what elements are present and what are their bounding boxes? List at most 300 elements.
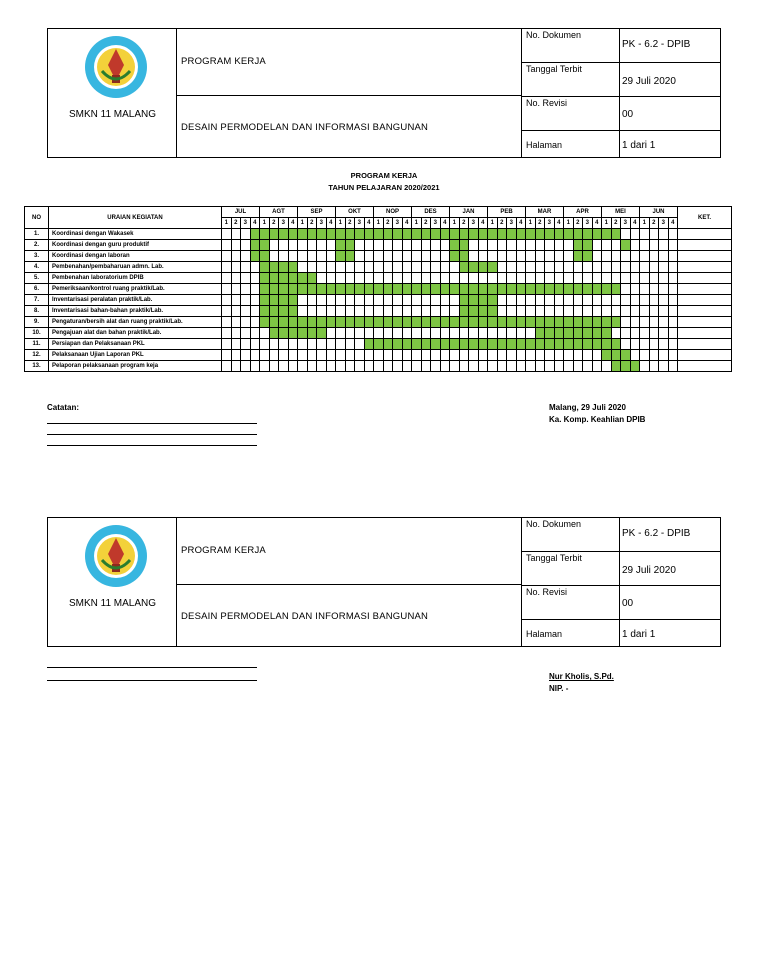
schedule-cell — [592, 306, 602, 317]
schedule-cell — [298, 361, 308, 372]
schedule-cell — [440, 262, 450, 273]
schedule-cell — [222, 240, 232, 251]
schedule-cell — [231, 262, 241, 273]
schedule-cell-active — [583, 229, 593, 240]
schedule-cell-active — [573, 229, 583, 240]
schedule-cell — [326, 361, 336, 372]
schedule-cell-active — [545, 317, 555, 328]
schedule-cell-active — [592, 328, 602, 339]
schedule-cell — [583, 262, 593, 273]
schedule-cell — [516, 350, 526, 361]
schedule-cell-active — [374, 339, 384, 350]
schedule-cell — [421, 361, 431, 372]
schedule-cell — [640, 262, 650, 273]
schedule-cell — [431, 240, 441, 251]
schedule-cell-active — [478, 295, 488, 306]
activity-name: Koordinasi dengan guru produktif — [49, 240, 222, 251]
schedule-cell — [383, 306, 393, 317]
schedule-cell — [355, 240, 365, 251]
schedule-cell — [668, 295, 678, 306]
schedule-cell — [659, 339, 669, 350]
meta-value-revision: 00 — [620, 97, 720, 131]
doc-type: PROGRAM KERJA — [181, 545, 266, 556]
week-header: 3 — [583, 218, 593, 229]
week-header: 1 — [488, 218, 498, 229]
schedule-cell — [440, 295, 450, 306]
activity-name: Pengajuan alat dan bahan praktik/Lab. — [49, 328, 222, 339]
week-header: 2 — [497, 218, 507, 229]
schedule-cell — [659, 251, 669, 262]
schedule-cell — [602, 273, 612, 284]
schedule-cell-active — [288, 229, 298, 240]
schedule-cell — [393, 251, 403, 262]
schedule-cell-active — [459, 317, 469, 328]
month-header: AGT — [260, 207, 298, 218]
schedule-cell — [545, 350, 555, 361]
schedule-cell — [459, 328, 469, 339]
schedule-cell — [668, 306, 678, 317]
meta-key-doc-no: No. Dokumen — [522, 29, 620, 63]
week-header: 3 — [355, 218, 365, 229]
schedule-cell — [545, 251, 555, 262]
week-header: 2 — [421, 218, 431, 229]
note-line — [47, 434, 257, 435]
schedule-cell-active — [345, 229, 355, 240]
schedule-cell-active — [545, 229, 555, 240]
schedule-cell-active — [450, 240, 460, 251]
schedule-cell — [355, 262, 365, 273]
schedule-cell-active — [307, 328, 317, 339]
schedule-cell — [364, 262, 374, 273]
schedule-cell — [298, 306, 308, 317]
schedule-cell — [516, 262, 526, 273]
schedule-cell — [469, 361, 479, 372]
week-header: 3 — [317, 218, 327, 229]
schedule-cell — [526, 361, 536, 372]
schedule-cell — [298, 295, 308, 306]
schedule-cell — [564, 306, 574, 317]
schedule-cell-active — [450, 317, 460, 328]
schedule-cell — [668, 262, 678, 273]
week-header: 3 — [431, 218, 441, 229]
schedule-cell — [621, 273, 631, 284]
logo-cell — [48, 518, 177, 646]
week-header: 2 — [649, 218, 659, 229]
schedule-cell-active — [431, 229, 441, 240]
schedule-cell-active — [393, 339, 403, 350]
schedule-cell — [478, 251, 488, 262]
title-cell-2 — [177, 96, 522, 157]
schedule-cell — [336, 350, 346, 361]
schedule-cell — [288, 251, 298, 262]
schedule-cell-active — [573, 251, 583, 262]
schedule-cell-active — [602, 229, 612, 240]
schedule-cell — [478, 350, 488, 361]
schedule-cell — [412, 306, 422, 317]
schedule-cell-active — [336, 240, 346, 251]
schedule-cell — [383, 350, 393, 361]
schedule-cell — [279, 339, 289, 350]
schedule-cell — [526, 328, 536, 339]
schedule-cell — [649, 295, 659, 306]
schedule-cell — [307, 262, 317, 273]
week-header: 1 — [412, 218, 422, 229]
schedule-cell — [640, 251, 650, 262]
schedule-cell-active — [507, 284, 517, 295]
schedule-cell — [383, 295, 393, 306]
schedule-cell — [535, 306, 545, 317]
schedule-cell-active — [317, 284, 327, 295]
schedule-cell-active — [450, 229, 460, 240]
schedule-cell — [412, 273, 422, 284]
schedule-cell — [659, 273, 669, 284]
month-header: APR — [564, 207, 602, 218]
schedule-cell — [355, 273, 365, 284]
schedule-cell — [250, 284, 260, 295]
schedule-cell — [222, 339, 232, 350]
schedule-cell — [583, 273, 593, 284]
schedule-cell — [516, 328, 526, 339]
schedule-cell-active — [611, 229, 621, 240]
week-header: 1 — [450, 218, 460, 229]
schedule-cell — [554, 361, 564, 372]
schedule-cell-active — [592, 229, 602, 240]
schedule-cell — [554, 295, 564, 306]
schedule-cell-active — [402, 229, 412, 240]
schedule-cell — [364, 240, 374, 251]
schedule-cell — [336, 339, 346, 350]
schedule-cell — [583, 295, 593, 306]
meta-key-date: Tanggal Terbit — [522, 552, 620, 586]
schedule-cell — [298, 240, 308, 251]
week-header: 2 — [383, 218, 393, 229]
schedule-cell-active — [298, 317, 308, 328]
schedule-cell-active — [554, 317, 564, 328]
schedule-cell — [611, 328, 621, 339]
schedule-cell-active — [478, 317, 488, 328]
schedule-cell — [260, 361, 270, 372]
meta-key-revision: No. Revisi — [522, 586, 620, 620]
schedule-cell — [222, 251, 232, 262]
schedule-cell — [621, 328, 631, 339]
schedule-cell — [364, 328, 374, 339]
schedule-cell-active — [279, 284, 289, 295]
schedule-cell — [317, 350, 327, 361]
schedule-cell-active — [497, 317, 507, 328]
schedule-cell — [393, 295, 403, 306]
schedule-cell-active — [279, 262, 289, 273]
schedule-cell — [535, 262, 545, 273]
schedule-cell — [317, 361, 327, 372]
schedule-cell — [336, 295, 346, 306]
schedule-cell — [383, 273, 393, 284]
schedule-cell — [640, 328, 650, 339]
month-header: SEP — [298, 207, 336, 218]
month-header: PEB — [488, 207, 526, 218]
schedule-cell-active — [611, 361, 621, 372]
week-header: 4 — [326, 218, 336, 229]
schedule-cell — [345, 306, 355, 317]
schedule-cell — [621, 284, 631, 295]
schedule-cell — [478, 328, 488, 339]
schedule-cell-active — [421, 339, 431, 350]
schedule-cell — [402, 295, 412, 306]
schedule-cell — [440, 361, 450, 372]
schedule-cell — [393, 306, 403, 317]
meta-key-date: Tanggal Terbit — [522, 63, 620, 97]
schedule-cell — [383, 262, 393, 273]
schedule-cell — [336, 273, 346, 284]
schedule-cell-active — [307, 317, 317, 328]
schedule-cell — [383, 328, 393, 339]
notes-label: Catatan: — [47, 403, 80, 412]
schedule-cell-active — [583, 240, 593, 251]
meta-key-page: Halaman — [522, 620, 620, 646]
schedule-cell — [298, 350, 308, 361]
week-header: 3 — [393, 218, 403, 229]
schedule-cell-active — [526, 317, 536, 328]
schedule-cell-active — [402, 284, 412, 295]
schedule-cell-active — [326, 229, 336, 240]
meta-key-doc-no: No. Dokumen — [522, 518, 620, 552]
schedule-cell-active — [469, 295, 479, 306]
schedule-cell — [336, 306, 346, 317]
schedule-cell-active — [602, 284, 612, 295]
table-row — [25, 240, 732, 251]
schedule-cell — [250, 339, 260, 350]
schedule-cell — [564, 273, 574, 284]
week-header: 4 — [554, 218, 564, 229]
schedule-cell-active — [602, 328, 612, 339]
schedule-cell — [621, 251, 631, 262]
col-header-ket: KET. — [678, 207, 732, 229]
week-header: 4 — [668, 218, 678, 229]
meta-value-date: 29 Juli 2020 — [620, 552, 720, 586]
schedule-cell-active — [554, 229, 564, 240]
schedule-cell-active — [602, 350, 612, 361]
sign-place-date: Malang, 29 Juli 2020 — [549, 403, 626, 412]
schedule-cell — [241, 251, 251, 262]
schedule-cell-active — [573, 339, 583, 350]
schedule-cell — [640, 273, 650, 284]
schedule-cell — [592, 273, 602, 284]
schedule-cell — [336, 361, 346, 372]
week-header: 3 — [241, 218, 251, 229]
month-header: JUN — [640, 207, 678, 218]
schedule-cell — [640, 284, 650, 295]
program-name: DESAIN PERMODELAN DAN INFORMASI BANGUNAN — [181, 122, 429, 133]
schedule-cell — [507, 328, 517, 339]
schedule-cell — [241, 361, 251, 372]
schedule-cell-active — [298, 284, 308, 295]
schedule-cell — [488, 350, 498, 361]
row-number: 5. — [25, 273, 49, 284]
schedule-cell — [611, 295, 621, 306]
schedule-cell — [478, 273, 488, 284]
schedule-cell — [488, 328, 498, 339]
schedule-cell — [450, 361, 460, 372]
schedule-cell — [393, 262, 403, 273]
schedule-cell-active — [326, 317, 336, 328]
meta-value-revision: 00 — [620, 586, 720, 620]
schedule-cell — [602, 262, 612, 273]
schedule-cell — [668, 350, 678, 361]
meta-value-doc-no: PK - 6.2 - DPIB — [620, 518, 720, 552]
row-number: 7. — [25, 295, 49, 306]
schedule-cell-active — [336, 251, 346, 262]
month-header: JAN — [450, 207, 488, 218]
schedule-cell — [288, 240, 298, 251]
schedule-cell — [621, 339, 631, 350]
schedule-cell — [497, 306, 507, 317]
schedule-cell — [431, 295, 441, 306]
schedule-cell — [421, 350, 431, 361]
schedule-cell — [231, 251, 241, 262]
schedule-cell — [222, 295, 232, 306]
schedule-cell — [440, 350, 450, 361]
ket-cell — [678, 251, 732, 262]
schedule-cell — [488, 273, 498, 284]
schedule-cell — [649, 306, 659, 317]
schedule-cell — [592, 295, 602, 306]
schedule-cell-active — [564, 328, 574, 339]
schedule-cell-active — [488, 262, 498, 273]
schedule-cell — [640, 350, 650, 361]
schedule-cell — [573, 306, 583, 317]
schedule-cell-active — [573, 284, 583, 295]
week-header: 2 — [573, 218, 583, 229]
schedule-cell — [649, 361, 659, 372]
week-header: 1 — [336, 218, 346, 229]
schedule-cell-active — [279, 295, 289, 306]
schedule-cell — [279, 240, 289, 251]
ket-cell — [678, 317, 732, 328]
schedule-cell — [450, 306, 460, 317]
schedule-cell — [602, 361, 612, 372]
schedule-cell-active — [431, 339, 441, 350]
row-number: 8. — [25, 306, 49, 317]
schedule-cell-active — [469, 229, 479, 240]
schedule-cell — [241, 284, 251, 295]
schedule-cell — [421, 295, 431, 306]
schedule-cell — [507, 251, 517, 262]
schedule-cell — [402, 350, 412, 361]
week-header: 1 — [640, 218, 650, 229]
schedule-cell — [222, 361, 232, 372]
schedule-cell-active — [488, 284, 498, 295]
schedule-cell — [393, 328, 403, 339]
note-line — [47, 680, 257, 681]
schedule-cell-active — [412, 317, 422, 328]
schedule-cell — [279, 361, 289, 372]
schedule-cell-active — [497, 284, 507, 295]
schedule-cell — [630, 295, 640, 306]
schedule-cell — [222, 262, 232, 273]
schedule-cell-active — [355, 284, 365, 295]
schedule-cell-active — [288, 262, 298, 273]
schedule-cell-active — [450, 339, 460, 350]
schedule-cell — [307, 350, 317, 361]
schedule-cell — [374, 350, 384, 361]
schedule-cell-active — [583, 317, 593, 328]
sign-role: Ka. Komp. Keahlian DPIB — [549, 415, 646, 424]
schedule-cell-active — [488, 295, 498, 306]
schedule-cell-active — [507, 229, 517, 240]
schedule-cell-active — [383, 284, 393, 295]
ket-cell — [678, 328, 732, 339]
title-cell-2 — [177, 585, 522, 646]
schedule-cell — [336, 328, 346, 339]
schedule-cell-active — [478, 306, 488, 317]
schedule-cell-active — [431, 284, 441, 295]
schedule-cell — [659, 317, 669, 328]
signer-name: Nur Kholis, S.Pd. — [549, 672, 614, 681]
schedule-cell — [611, 262, 621, 273]
schedule-cell — [222, 317, 232, 328]
schedule-cell — [326, 273, 336, 284]
schedule-cell — [421, 306, 431, 317]
schedule-cell-active — [488, 317, 498, 328]
schedule-cell-active — [573, 240, 583, 251]
schedule-cell — [535, 361, 545, 372]
activity-name: Koordinasi dengan Wakasek — [49, 229, 222, 240]
schedule-cell — [450, 262, 460, 273]
schedule-cell — [564, 295, 574, 306]
schedule-cell — [621, 306, 631, 317]
schedule-cell — [649, 251, 659, 262]
schedule-cell-active — [554, 284, 564, 295]
schedule-cell — [431, 262, 441, 273]
week-header: 1 — [526, 218, 536, 229]
schedule-cell — [241, 262, 251, 273]
schedule-cell-active — [317, 229, 327, 240]
schedule-cell — [364, 306, 374, 317]
schedule-cell-active — [355, 229, 365, 240]
schedule-cell — [469, 328, 479, 339]
row-number: 12. — [25, 350, 49, 361]
schedule-cell-active — [317, 328, 327, 339]
schedule-cell — [364, 251, 374, 262]
schedule-cell — [640, 295, 650, 306]
schedule-cell — [231, 240, 241, 251]
schedule-cell — [630, 328, 640, 339]
schedule-cell — [469, 251, 479, 262]
schedule-cell — [507, 273, 517, 284]
schedule-cell — [573, 273, 583, 284]
schedule-cell-active — [573, 328, 583, 339]
row-number: 1. — [25, 229, 49, 240]
title-cell-1 — [177, 518, 522, 585]
week-header: 4 — [440, 218, 450, 229]
schedule-cell-active — [526, 229, 536, 240]
schedule-cell — [659, 240, 669, 251]
week-header: 2 — [307, 218, 317, 229]
schedule-cell — [374, 361, 384, 372]
schedule-cell — [545, 273, 555, 284]
schedule-cell — [526, 295, 536, 306]
schedule-cell — [241, 229, 251, 240]
schedule-cell-active — [488, 306, 498, 317]
month-header: NOP — [374, 207, 412, 218]
table-row — [25, 262, 732, 273]
schedule-cell — [431, 350, 441, 361]
schedule-cell — [649, 284, 659, 295]
schedule-cell — [659, 350, 669, 361]
row-number: 13. — [25, 361, 49, 372]
schedule-cell-active — [450, 284, 460, 295]
schedule-cell-active — [459, 240, 469, 251]
schedule-cell-active — [516, 339, 526, 350]
